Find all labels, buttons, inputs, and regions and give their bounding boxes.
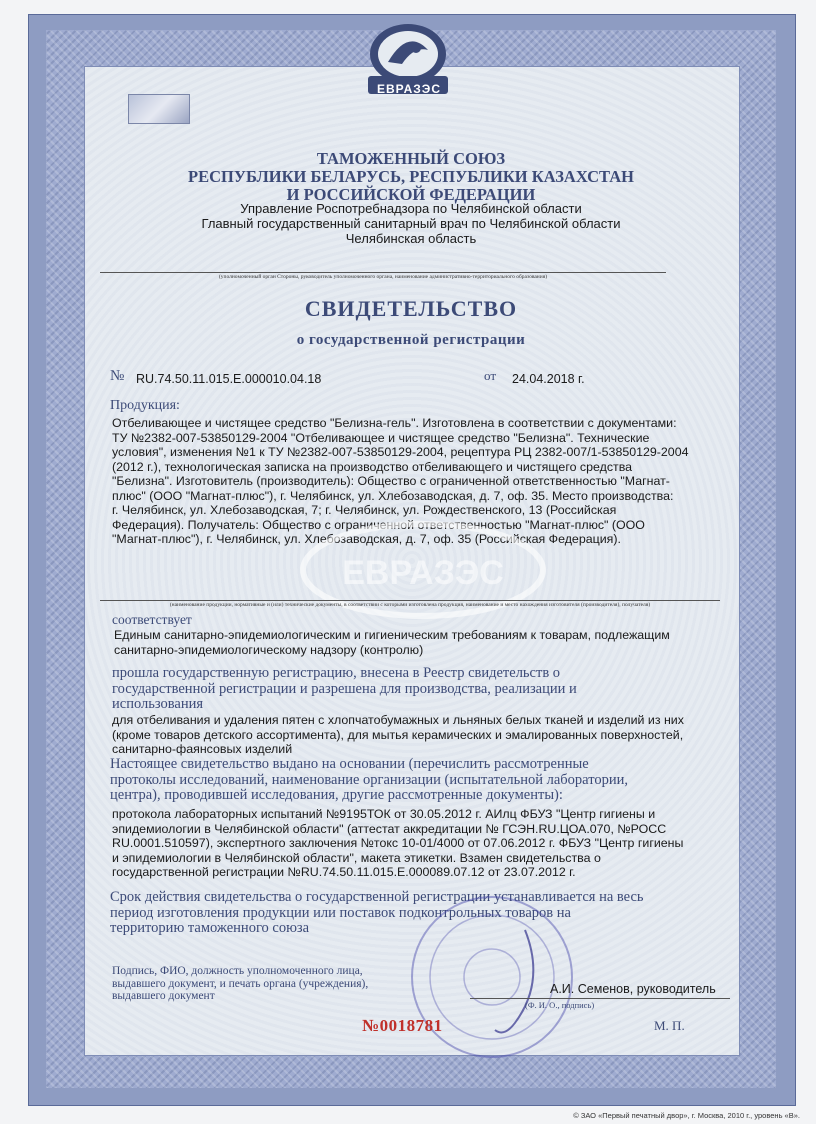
basis-label bbox=[110, 757, 720, 804]
printer-footer: © ЗАО «Первый печатный двор», г. Москва, 2010 г., уровень «В». bbox=[573, 1111, 800, 1120]
basis-documents bbox=[112, 807, 738, 880]
authority-line: Челябинская область bbox=[345, 231, 477, 246]
authority-block bbox=[84, 201, 738, 246]
basis-label-line: Настоящее свидетельство выдано на основании (перечислить рассмотренные bbox=[110, 756, 589, 772]
hologram-sticker bbox=[128, 94, 190, 124]
basis-line: и эпидемиологии в Челябинской области", макета этикетки. Взамен свидетельства о bbox=[112, 850, 601, 865]
signature-hint: (Ф. И. О., подпись) bbox=[525, 1000, 595, 1010]
compliance-line: санитарно-эпидемиологическому надзору (контролю) bbox=[114, 642, 424, 657]
product-line: "Белизна". Изготовитель (производитель): Общество с ограниченной ответственностью "Магнат- bbox=[112, 474, 670, 488]
registration-label-line: государственной регистрации и разрешена для производства, реализации и bbox=[112, 680, 577, 697]
signature-label bbox=[112, 965, 368, 1003]
product-label: Продукция: bbox=[110, 398, 180, 413]
union-line: ТАМОЖЕННЫЙ СОЮЗ bbox=[316, 149, 506, 168]
signatory-name: А.И. Семенов, руководитель bbox=[550, 982, 716, 996]
basis-line: эпидемиологии в Челябинской области" (аттестат аккредитации № ГСЭН.RU.ЦОА.070, №РОСС bbox=[112, 821, 667, 836]
mp-mark: М. П. bbox=[654, 1018, 685, 1033]
product-line: (2012 г.), технологическая записка на производство отбеливающего и чистящего средства bbox=[112, 459, 633, 474]
product-line: Федерация). Получатель: Общество с ограниченной ответственностью "Магнат-плюс" (ООО bbox=[112, 517, 645, 532]
authority-hint: (уполномоченный орган Стороны, руководитель уполномоченного органа, наименование административно-территориального образования) bbox=[100, 272, 666, 280]
serial-number: №0018781 bbox=[362, 1016, 443, 1035]
product-line: Отбеливающее и чистящее средство "Белизна-гель". Изготовлена в соответствии с документами: bbox=[112, 416, 677, 430]
official-seal bbox=[405, 890, 580, 1065]
product-hint: (наименование продукции, нормативные и (или) технические документы, в соответствии с которыми изготовлена продукция, наименование и место нахождения изготовителя (производителя), получателя) bbox=[100, 600, 720, 608]
signature-label-line: выдавшего документ bbox=[112, 990, 215, 1002]
certificate-title: СВИДЕТЕЛЬСТВО bbox=[304, 296, 518, 321]
basis-line: RU.0001.510597), экспертного заключения №токс 10-01/4000 от 07.06.2012 г. ФБУЗ "Центр гигиены bbox=[112, 836, 684, 850]
registration-usage bbox=[112, 713, 736, 757]
authority-line: Управление Роспотребнадзора по Челябинской области bbox=[240, 201, 582, 216]
certificate-subtitle: о государственной регистрации bbox=[296, 332, 526, 348]
signature-line bbox=[470, 998, 730, 999]
compliance-line: Единым санитарно-эпидемиологическим и гигиеническим требованиям к товарам, подлежащим bbox=[114, 628, 670, 642]
authority-line: Главный государственный санитарный врач по Челябинской области bbox=[201, 216, 621, 231]
product-line: условия", изменения №1 к ТУ №2382-007-53850129-2004, рецептура РЦ 2382-007/1-53850129-2004 bbox=[112, 445, 689, 459]
usage-line: для отбеливания и удаления пятен с хлопчатобумажных и льняных белых тканей и изделий из них bbox=[112, 713, 684, 727]
compliance-label: соответствует bbox=[112, 612, 192, 627]
certificate-number: RU.74.50.11.015.E.000010.04.18 bbox=[136, 372, 322, 386]
product-line: плюс" (ООО "Магнат-плюс"), г. Челябинск, ул. Хлебозаводская, д. 7, оф. 35. Место производства: bbox=[112, 488, 674, 503]
validity-line: период изготовления продукции или поставок подконтрольных товаров на bbox=[110, 904, 571, 921]
date-label: от bbox=[484, 368, 497, 383]
union-header bbox=[84, 150, 738, 204]
union-line: И РОССИЙСКОЙ ФЕДЕРАЦИИ bbox=[286, 185, 536, 204]
number-label: № bbox=[110, 368, 125, 384]
basis-line: протокола лабораторных испытаний №9195ТОК от 30.05.2012 г. АИлц ФБУЗ "Центр гигиены и bbox=[112, 807, 656, 821]
registration-label-line: прошла государственную регистрацию, внесена в Реестр свидетельств о bbox=[112, 665, 561, 681]
product-line: ТУ №2382-007-53850129-2004 "Отбеливающее и чистящее средство "Белизна". Технические bbox=[112, 430, 650, 445]
watermark-label: ЕВРАЗЭС bbox=[342, 554, 504, 592]
basis-line: государственной регистрации №RU.74.50.11.015.E.000089.07.12 от 23.07.2012 г. bbox=[112, 865, 576, 879]
product-line: г. Челябинск, ул. Хлебозаводская, 7; г. Челябинск, ул. Рождественского, 13 (Российская bbox=[112, 503, 617, 517]
signature-label-line: Подпись, ФИО, должность уполномоченного лица, bbox=[112, 965, 363, 977]
product-line: "Магнат-плюс"), г. Челябинск, ул. Хлебозаводская, д. 7, оф. 35 (Российская Федерация). bbox=[112, 532, 621, 546]
validity-line: Срок действия свидетельства о государственной регистрации устанавливается на весь bbox=[110, 889, 644, 905]
union-line: РЕСПУБЛИКИ БЕЛАРУСЬ, РЕСПУБЛИКИ КАЗАХСТАН bbox=[188, 167, 634, 186]
certificate-date: 24.04.2018 г. bbox=[512, 372, 585, 386]
usage-line: (кроме товаров детского ассортимента), для мытья керамических и эмалированных поверхностей, bbox=[112, 727, 684, 742]
compliance-text bbox=[114, 628, 734, 657]
basis-label-line: протоколы исследований, наименование организации (испытательной лаборатории, bbox=[110, 771, 629, 788]
usage-line: санитарно-фаянсовых изделий bbox=[112, 742, 293, 756]
basis-label-line: центра), проводившей исследования, другие рассмотренные документы): bbox=[110, 787, 563, 803]
signature-label-line: выдавшего документ, и печать органа (учреждения), bbox=[112, 977, 369, 990]
registration-label-line: использования bbox=[112, 696, 204, 712]
validity-line: территорию таможенного союза bbox=[110, 920, 310, 936]
emblem-label: ЕВРАЗЭС bbox=[376, 82, 441, 96]
registration-label bbox=[112, 666, 718, 713]
